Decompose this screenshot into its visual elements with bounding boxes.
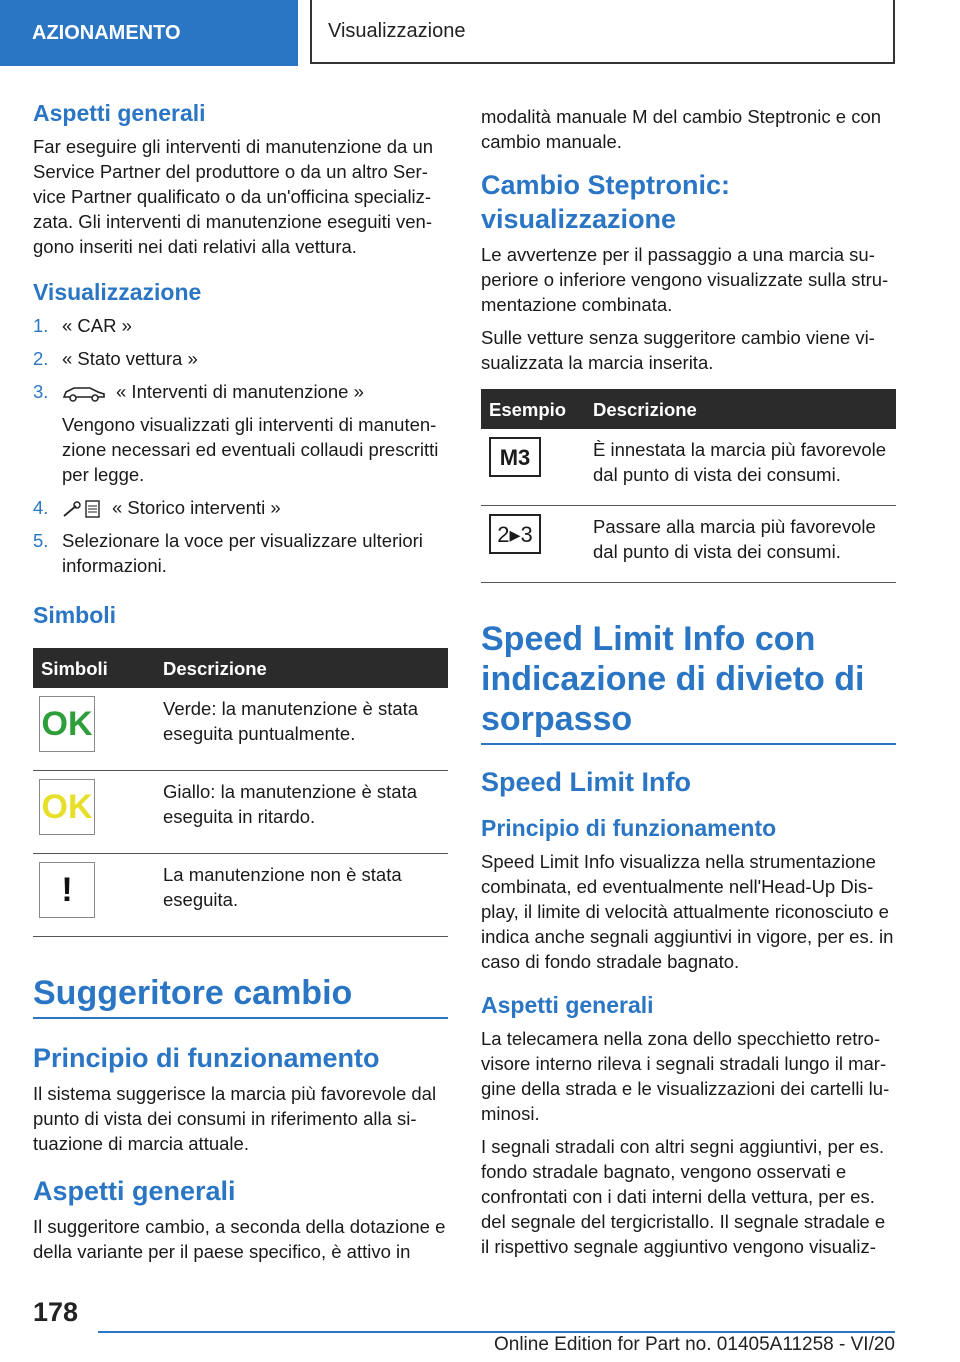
step-subtext: Vengono visualizzati gli interventi di manuten-zione necessari ed eventuali collaudi prescritti per legge. [62, 414, 439, 485]
step-number: 3. [33, 381, 49, 402]
paragraph: Il suggeritore cambio, a seconda della dotazione e della variante per il paese specifico, è attivo in [33, 1216, 446, 1263]
list-item [33, 379, 448, 487]
step-number: 5. [33, 530, 49, 552]
paragraph: modalità manuale M del cambio Steptronic e con cambio manuale. [481, 106, 882, 152]
table-cell: La manutenzione non è stata eseguita. [155, 854, 448, 937]
section-header [310, 0, 895, 64]
table-cell: Passare alla marcia più favorevole dal punto di vista dei consumi. [585, 506, 896, 583]
footer-divider [98, 1331, 895, 1333]
heading-speed-limit-info-sorpasso: Speed Limit Info con indicazione di divieto di sorpasso [481, 619, 896, 745]
paragraph: La telecamera nella zona dello specchietto retro-visore interno rileva i segnali stradali lungo il mar-gine della strada e le visualizzazioni dei cartelli lu-minosi. [481, 1028, 890, 1124]
steps-list [33, 313, 448, 578]
paragraph: I segnali stradali con altri segni aggiuntivi, per es. fondo stradale bagnato, vengono osservati e confrontati con i dati interni della vettura, per es. del segnale del tergicristallo. Il segnale stradale e il rispettivo segnale aggiuntivo vengono visualiz- [481, 1136, 886, 1257]
column-header: Esempio [481, 389, 585, 429]
symbols-table [33, 648, 448, 937]
footer-edition: Online Edition for Part no. 01405A11258 - VI/20 [493, 1334, 895, 1355]
table-row [33, 688, 448, 771]
table-row [481, 506, 896, 583]
list-item [33, 346, 448, 371]
gear-m3-icon: M3 [489, 437, 541, 477]
table-row [481, 429, 896, 506]
paragraph: Le avvertenze per il passaggio a una marcia su-periore o inferiore vengono visualizzate sulla stru-mentazione combinata. [481, 244, 889, 315]
paragraph: Sulle vetture senza suggeritore cambio viene vi-sualizzata la marcia inserita. [481, 327, 875, 373]
paragraph: Far eseguire gli interventi di manutenzione da un Service Partner del produttore o da un altro Ser-vice Partner qualificato o da un'officina specializ-zata. Gli interventi di manutenzione eseguiti ven-gono inseriti nei dati relativi alla vettura. [33, 136, 434, 257]
chapter-tab [0, 0, 298, 66]
heading-aspetti-generali: Aspetti generali [33, 100, 206, 126]
heading-principio: Principio di funzionamento [33, 1043, 380, 1074]
step-text: « CAR » [62, 315, 132, 336]
section-title: Visualizzazione [328, 19, 466, 42]
ok-green-icon: OK [39, 696, 95, 752]
step-number: 1. [33, 315, 49, 336]
service-history-icon [62, 498, 102, 520]
column-header: Descrizione [155, 648, 448, 688]
heading-aspetti-generali-2: Aspetti generali [33, 1176, 236, 1207]
car-icon [62, 384, 106, 402]
table-cell: Giallo: la manutenzione è stata eseguita in ritardo. [155, 771, 448, 854]
step-text: « Stato vettura » [62, 348, 198, 369]
heading-aspetti-generali-3: Aspetti generali [481, 992, 654, 1018]
step-text: « Interventi di manutenzione » [116, 381, 364, 402]
step-text: « Storico interventi » [112, 497, 281, 518]
left-column [33, 98, 448, 1272]
page-number: 178 [33, 1297, 79, 1327]
exclamation-icon: ! [39, 862, 95, 918]
column-header: Descrizione [585, 389, 896, 429]
gear-shift-up-icon: 2▸3 [489, 514, 541, 554]
list-item [33, 313, 448, 338]
heading-speed-limit-info: Speed Limit Info [481, 767, 692, 797]
list-item [33, 495, 448, 520]
example-table [481, 389, 896, 583]
step-text: Selezionare la voce per visualizzare ulteriori informazioni. [62, 530, 423, 577]
right-column [481, 104, 896, 1267]
heading-principio-2: Principio di funzionamento [481, 815, 777, 841]
heading-suggeritore-cambio: Suggeritore cambio [33, 973, 448, 1019]
step-number: 4. [33, 497, 49, 518]
chapter-title: AZIONAMENTO [32, 21, 181, 44]
table-row [33, 854, 448, 937]
table-cell: Verde: la manutenzione è stata eseguita puntualmente. [155, 688, 448, 771]
list-item [33, 528, 448, 578]
paragraph: Speed Limit Info visualizza nella strumentazione combinata, ed eventualmente nell'Head-Up Dis-play, il limite di velocità attualmente riconosciuto e indica anche segnali aggiuntivi in vigore, per es. in caso di fondo stradale bagnato. [481, 851, 894, 972]
heading-steptronic: Cambio Steptronic: visualizzazione [481, 170, 731, 234]
heading-simboli: Simboli [33, 602, 117, 629]
table-row [33, 771, 448, 854]
ok-yellow-icon: OK [39, 779, 95, 835]
column-header: Simboli [33, 648, 155, 688]
table-cell: È innestata la marcia più favorevole dal punto di vista dei consumi. [585, 429, 896, 506]
paragraph: Il sistema suggerisce la marcia più favorevole dal punto di vista dei consumi in riferimento alla si-tuazione di marcia attuale. [33, 1083, 437, 1155]
heading-visualizzazione: Visualizzazione [33, 279, 202, 305]
step-number: 2. [33, 348, 49, 369]
